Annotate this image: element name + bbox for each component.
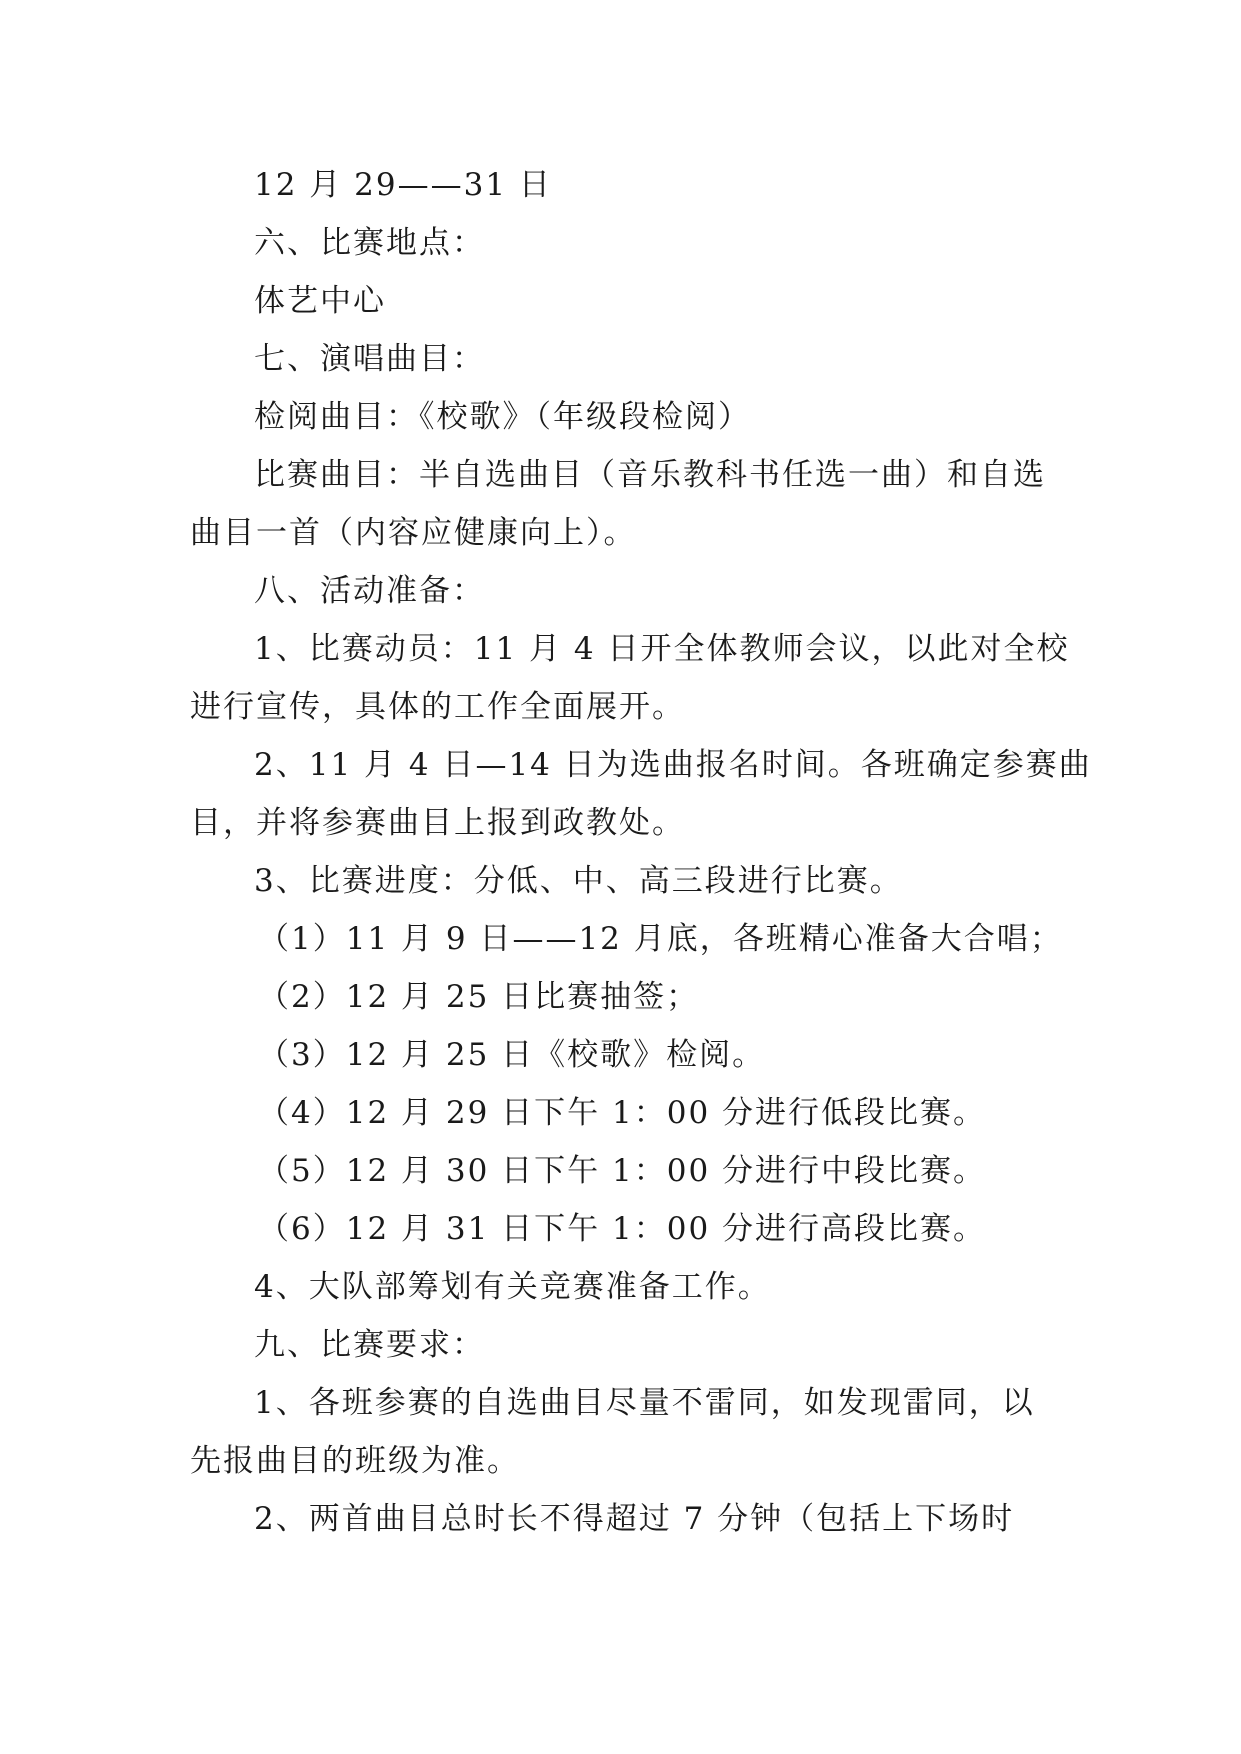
text-line: （4）12 月 29 日下午 1：00 分进行低段比赛。	[258, 1095, 987, 1131]
text-line: （5）12 月 30 日下午 1：00 分进行中段比赛。	[258, 1153, 987, 1189]
text-line: （6）12 月 31 日下午 1：00 分进行高段比赛。	[258, 1211, 987, 1247]
section-heading: 八、活动准备：	[254, 573, 485, 609]
text-line: 进行宣传，具体的工作全面展开。	[190, 689, 685, 725]
text-line: （1）11 月 9 日——12 月底，各班精心准备大合唱；	[258, 921, 1063, 957]
text-line: 12 月 29——31 日	[254, 167, 552, 203]
text-line: 2、11 月 4 日—14 日为选曲报名时间。各班确定参赛曲	[254, 747, 1092, 783]
text-line: 曲目一首（内容应健康向上）。	[190, 515, 637, 551]
text-line: 目，并将参赛曲目上报到政教处。	[190, 805, 685, 841]
section-heading: 九、比赛要求：	[254, 1327, 485, 1363]
section-heading: 七、演唱曲目：	[254, 341, 485, 377]
section-heading: 六、比赛地点：	[254, 225, 485, 261]
text-line: 比赛曲目：半自选曲目（音乐教科书任选一曲）和自选	[254, 457, 1046, 493]
text-line: 4、大队部筹划有关竞赛准备工作。	[254, 1269, 771, 1305]
text-line: 2、两首曲目总时长不得超过 7 分钟（包括上下场时	[254, 1501, 1015, 1537]
text-line: （2）12 月 25 日比赛抽签；	[258, 979, 700, 1015]
text-line: （3）12 月 25 日《校歌》检阅。	[258, 1037, 766, 1073]
text-line: 1、各班参赛的自选曲目尽量不雷同，如发现雷同，以	[254, 1385, 1035, 1421]
text-line: 先报曲目的班级为准。	[190, 1443, 520, 1479]
text-line: 检阅曲目：《校歌》（年级段检阅）	[254, 399, 751, 435]
text-line: 3、比赛进度：分低、中、高三段进行比赛。	[254, 863, 903, 899]
text-line: 体艺中心	[254, 283, 386, 319]
text-line: 1、比赛动员：11 月 4 日开全体教师会议，以此对全校	[254, 631, 1070, 667]
